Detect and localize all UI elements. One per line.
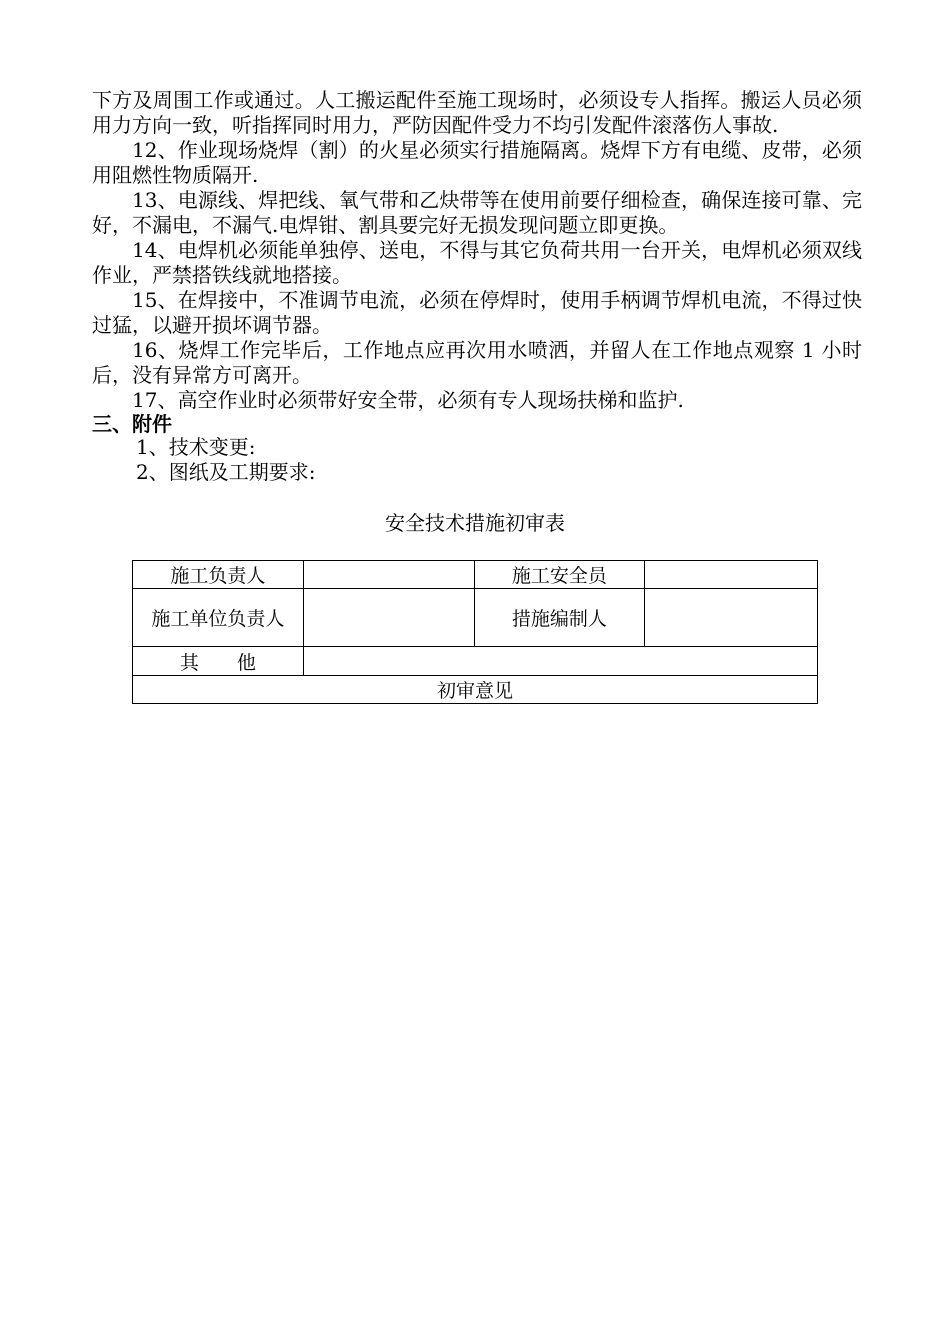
- safety-officer-label: 施工安全员: [474, 561, 645, 589]
- paragraph-item-15: 15、在焊接中，不准调节电流，必须在停焊时，使用手柄调节焊机电流，不得过快过猛，以避开损坏调节器。: [92, 288, 862, 337]
- other-cell[interactable]: [303, 647, 817, 676]
- paragraph-item-14: 14、电焊机必须能单独停、送电，不得与其它负荷共用一台开关，电焊机必须双线作业，严禁搭铁线就地搭接。: [92, 238, 862, 287]
- author-cell[interactable]: [645, 589, 818, 647]
- attachment-item-2: 2、图纸及工期要求:: [136, 460, 316, 484]
- table-row: [133, 561, 818, 589]
- body-text: [92, 88, 862, 485]
- other-label: 其 他: [133, 647, 304, 676]
- paragraph-item-16: 16、烧焊工作完毕后，工作地点应再次用水喷洒，并留人在工作地点观察 1 小时后，没有异常方可离开。: [92, 338, 862, 387]
- construction-leader-label: 施工负责人: [133, 561, 304, 589]
- section-heading: 三、附件: [92, 412, 172, 436]
- review-table: [132, 560, 818, 704]
- paragraph-item-12: 12、作业现场烧焊（割）的火星必须实行措施隔离。烧焊下方有电缆、皮带，必须用阻燃性物质隔开.: [92, 138, 862, 187]
- table-row: [133, 676, 818, 704]
- safety-officer-cell[interactable]: [645, 561, 818, 589]
- table-row: [133, 647, 818, 676]
- author-label: 措施编制人: [474, 589, 645, 647]
- construction-leader-cell[interactable]: [303, 561, 474, 589]
- paragraph-item-13: 13、电源线、焊把线、氧气带和乙炔带等在使用前要仔细检查，确保连接可靠、完好，不漏电，不漏气.电焊钳、割具要完好无损发现问题立即更换。: [92, 188, 862, 237]
- paragraph-continuation: 下方及周围工作或通过。人工搬运配件至施工现场时，必须设专人指挥。搬运人员必须用力方向一致，听指挥同时用力，严防因配件受力不均引发配件滚落伤人事故.: [92, 88, 862, 137]
- unit-leader-label: 施工单位负责人: [133, 589, 304, 647]
- table-row: [133, 589, 818, 647]
- paragraph-item-17: 17、高空作业时必须带好安全带，必须有专人现场扶梯和监护.: [132, 388, 684, 412]
- attachment-item-1: 1、技术变更:: [136, 435, 256, 459]
- table-title: 安全技术措施初审表: [385, 511, 565, 535]
- unit-leader-cell[interactable]: [303, 589, 474, 647]
- review-opinion-label: 初审意见: [133, 676, 818, 704]
